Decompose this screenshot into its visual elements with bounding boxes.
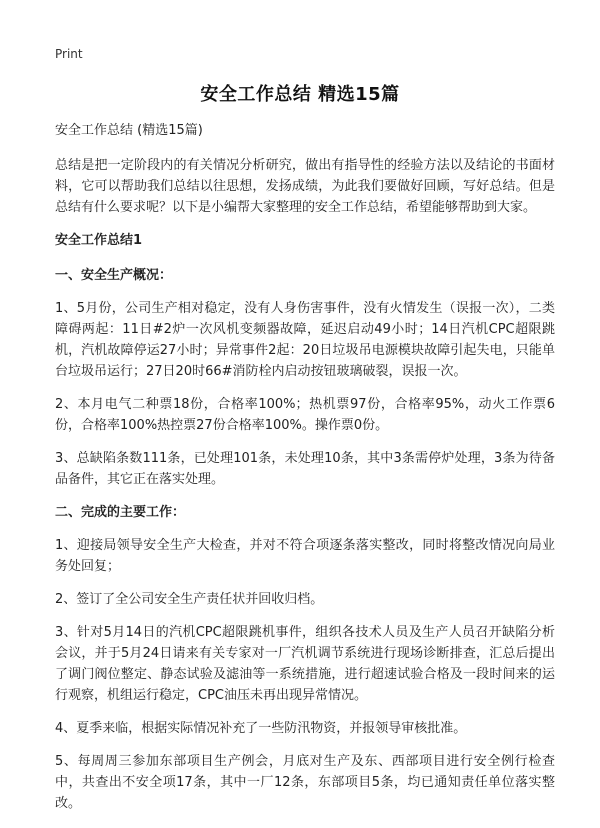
print-link[interactable]: Print [55,47,83,61]
part1-item: 2、本月电气二种票18份，合格率100%；热机票97份，合格率95%，动火工作票6份，合格率100%热控票27份合格率100%。操作票0份。 [55,397,555,433]
part2-item: 5、每周周三参加东部项目生产例会，月底对生产及东、西部项目进行安全例行检查中，共查出不安全项17条，其中一厂12条，东部项目5条，均已通知责任单位落实整改。 [55,754,555,811]
part2-heading: 二、完成的主要工作： [55,505,186,520]
section-title: 安全工作总结1 [55,233,143,248]
page-title: 安全工作总结 精选15篇 [200,84,400,105]
document-subtitle: 安全工作总结 (精选15篇) [55,123,203,138]
part1-item: 3、总缺陷条数111条，已处理101条，未处理10条，其中3条需停炉处理，3条为待备品备件，其它正在落实处理。 [55,451,555,487]
part1-heading: 一、安全生产概况： [55,268,173,283]
part2-item: 3、针对5月14日的汽机CPC超限跳机事件，组织各技术人员及生产人员召开缺陷分析会议，并于5月24日请来有关专家对一厂汽机调节系统进行现场诊断排查，汇总后提出了调门阀位整定、静态试验及滤油等一系统措施，进行超速试验合格及一段时间来的运行观察，机组运行稳定，CPC油压未再出现异常情况。 [55,625,555,703]
part2-item: 4、夏季来临，根据实际情况补充了一些防汛物资，并报领导审核批准。 [55,721,467,736]
part2-item: 1、迎接局领导安全生产大检查，并对不符合项逐条落实整改，同时将整改情况向局业务处回复； [55,538,555,574]
part2-item: 2、签订了全公司安全生产责任状并回收归档。 [55,592,324,607]
document-body [55,120,555,826]
intro-paragraph: 总结是把一定阶段内的有关情况分析研究，做出有指导性的经验方法以及结论的书面材料，它可以帮助我们总结以往思想，发扬成绩，为此我们要做好回顾，写好总结。但是总结有什么要求呢？以下是小编帮大家整理的安全工作总结，希望能够帮助到大家。 [55,158,555,215]
part1-item: 1、5月份，公司生产相对稳定，没有人身伤害事件，没有火情发生（误报一次），二类障碍两起：11日#2炉一次风机变频器故障，延迟启动49小时；14日汽机CPC超限跳机，汽机故障停运27小时；异常事件2起：20日垃圾吊电源模块故障引起失电，只能单台垃圾吊运行；27日20时66#消防栓内启动按钮玻璃破裂，误报一次。 [55,301,555,379]
